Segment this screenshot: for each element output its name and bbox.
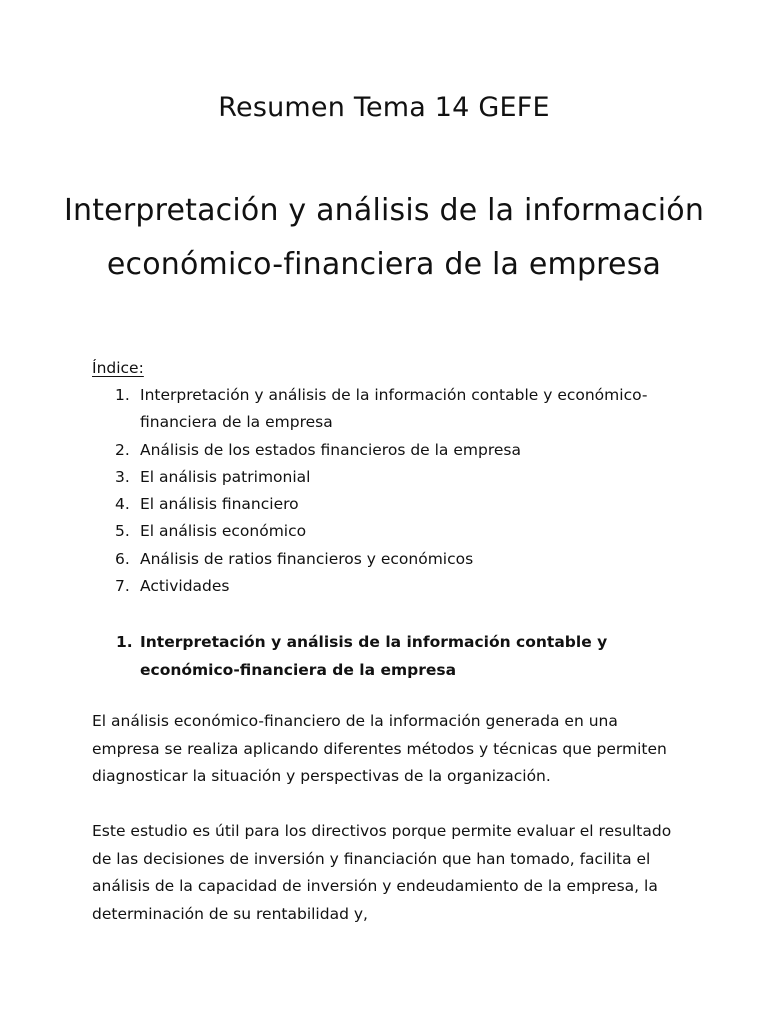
index-item [92, 573, 652, 600]
index-item [92, 491, 652, 518]
body-paragraph: Este estudio es útil para los directivos porque permite evaluar el resultado de las decisiones de inversión y financiación que han tomado, facilita el análisis de la capacidad de inversión y endeudamiento de la empresa, la determinación de su rentabilidad y, [92, 822, 672, 923]
body-paragraph: El análisis económico-financiero de la información generada en una empresa se realiza aplicando diferentes métodos y técnicas que permiten diagnosticar la situación y perspectivas de la organización. [92, 712, 667, 786]
document-subtitle: Interpretación y análisis de la información económico-financiera de la empresa [63, 193, 705, 282]
index-heading: Índice: [92, 359, 144, 377]
section-heading-text: Interpretación y análisis de la información contable y económico-financiera de la empresa [140, 633, 608, 679]
index-item [92, 437, 652, 464]
index-item-number: 4. [115, 495, 130, 514]
index-item-label: Actividades [140, 577, 230, 596]
index-item [92, 518, 652, 545]
index-item-number: 3. [115, 467, 130, 486]
index-item-number: 6. [115, 549, 130, 568]
index-item-number: 5. [115, 522, 130, 541]
index-item [92, 464, 652, 491]
index-item-label: El análisis financiero [140, 495, 299, 514]
index-item [92, 546, 652, 573]
index-item-label: El análisis económico [140, 522, 307, 541]
index-item-label: Interpretación y análisis de la información contable y económico-financiera de la empresa [140, 386, 648, 432]
section-heading [92, 628, 652, 684]
section-number: 1. [116, 633, 133, 651]
index-item-number: 1. [115, 386, 130, 404]
index-item [92, 382, 652, 437]
index-item-label: Análisis de los estados financieros de la empresa [140, 440, 521, 459]
index-item-number: 7. [115, 577, 130, 596]
index-item-label: Análisis de ratios financieros y económicos [140, 549, 474, 568]
index-item-label: El análisis patrimonial [140, 467, 311, 486]
index-list [92, 382, 652, 600]
index-item-number: 2. [115, 440, 130, 459]
document-title: Resumen Tema 14 GEFE [218, 92, 550, 123]
